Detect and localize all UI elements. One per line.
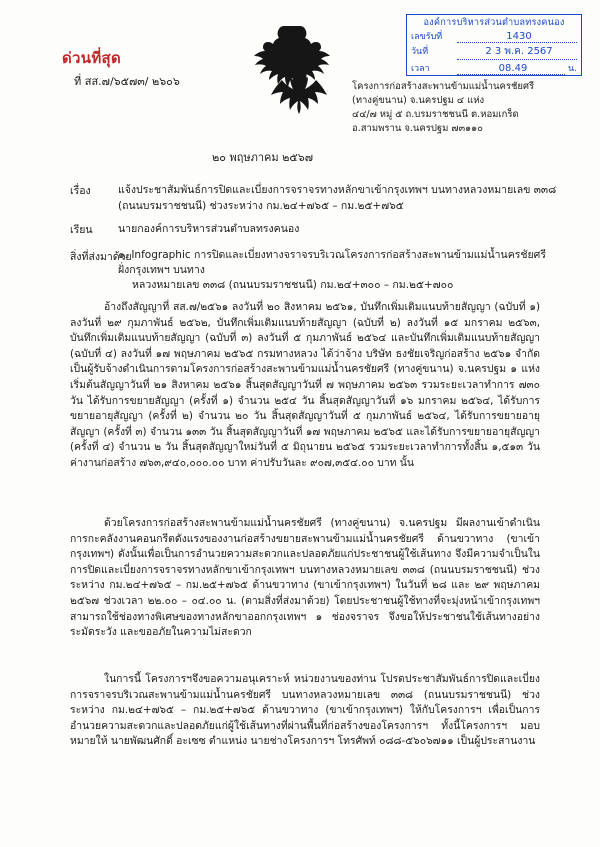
to-label: เรียน xyxy=(70,224,93,236)
paragraph-announcement xyxy=(70,516,540,641)
paragraph-2-text: ด้วยโครงการก่อสร้างสะพานข้ามแม่น้ำนครชัยศรี (ทางคู่ขนาน) จ.นครปฐม มีผลงานเข้าดำเนินการกะคลังงานคอนกรีตดังแรงของงานก่อสร้างขยายสะพานข้ามแม่น้ำนครชัยศรี ด้านขวาทาง (ขาเข้ากรุงเทพฯ) ดังนั้นเพื่อเป็นการอำนวยความสะดวกและปลอดภัยแก่ประชาชนผู้ใช้เส้นทาง จึงมีความจำเป็นในการปิดและเบี่ยงการจราจรทางหลักขาเข้ากรุงเทพฯ บนทางหลวงหมายเลข ๓๓๘ (ถนนบรมราชชนนี) ช่วงระหว่าง กม.๒๔+๗๖๕ – กม.๒๕+๗๖๕ ด้านขวาทาง (ขาเข้ากรุงเทพฯ) ในวันที่ ๒๘ และ ๒๙ พฤษภาคม ๒๕๖๗ ช่วงเวลา ๒๒.๐๐ – ๐๔.๐๐ น. (ตามสิ่งที่ส่งมาด้วย) โดยประชาชนผู้ใช้ทางที่จะมุ่งหน้าเข้ากรุงเทพฯ สามารถใช้ช่องทางพิเศษของทางหลักขาออกกรุงเทพฯ ๑ ช่องจราจร จึงขอให้ประชาชนใช้เส้นทางอย่างระมัดระวัง และขออภัยในความไม่สะดวก xyxy=(70,517,540,639)
attachment-label: สิ่งที่ส่งมาด้วย xyxy=(70,251,132,263)
stamp-reg-value: 1430 xyxy=(457,31,577,43)
stamp-date-label: วันที่ xyxy=(411,47,429,57)
stamp-date-value: 2 3 พ.ค. 2567 xyxy=(457,44,577,60)
paragraph-1-text: อ้างถึงสัญญาที่ สส.๗/๒๕๖๑ ลงวันที่ ๒๐ สิงหาคม ๒๕๖๑, บันทึกเพิ่มเติมแนบท้ายสัญญา (ฉบับที่ ๑) ลงวันที่ ๒๙ กุมภาพันธ์ ๒๕๖๒, บันทึกเพิ่มเติมแนบท้ายสัญญา (ฉบับที่ ๒) ลงวันที่ ๑๕ มกราคม ๒๕๖๓, บันทึกเพิ่มเติมแนบท้ายสัญญา (ฉบับที่ ๓) ลงวันที่ ๕ กุมภาพันธ์ ๒๕๖๔ และบันทึกเพิ่มเติมแนบท้ายสัญญา (ฉบับที่ ๔) ลงวันที่ ๑๗ พฤษภาคม ๒๕๖๕ กรมทางหลวง ได้ว่าจ้าง บริษัท ธงชัยเจริญก่อสร้าง ๒๕๖๑ จำกัด เป็นผู้รับจ้างดำเนินการตามโครงการก่อสร้างสะพานข้ามแม่น้ำนครชัยศรี (ทางคู่ขนาน) จ.นครปฐม ๑ แห่ง เริ่มต้นสัญญาวันที่ ๒๑ สิงหาคม ๒๕๖๑ สิ้นสุดสัญญาวันที่ ๗ พฤษภาคม ๒๕๖๓ รวมระยะเวลาทำการ ๗๓๐ วัน ได้รับการขยายสัญญา (ครั้งที่ ๑) จำนวน ๒๕๔ วัน สิ้นสุดสัญญาวันที่ ๑๖ มกราคม ๒๕๖๔, ได้รับการขยายอายุสัญญา (ครั้งที่ ๒) จำนวน ๒๐ วัน สิ้นสุดสัญญาวันที่ ๕ กุมภาพันธ์ ๒๕๖๔, ได้รับการขยายอายุสัญญา (ครั้งที่ ๓) จำนวน ๑๓๓ วัน สิ้นสุดสัญญาวันที่ ๑๗ พฤษภาคม ๒๕๖๕ และได้รับการขยายอายุสัญญา (ครั้งที่ ๔) จำนวน ๒ วัน สิ้นสุดสัญญาใหม่วันที่ ๕ มิถุนายน ๒๕๖๕ รวมระยะเวลาทำการทั้งสิ้น ๑,๕๑๓ วัน ค่างานก่อสร้าง ๗๖๓,๙๔๐,๐๐๐.๐๐ บาท ค่าปรับวันละ ๙๐๗,๓๕๔.๐๐ บาท นั้น xyxy=(70,301,540,469)
to-value: นายกองค์การบริหารส่วนตำบลทรงคนอง xyxy=(118,223,300,235)
sender-line-1: โครงการก่อสร้างสะพานข้ามแม่น้ำนครชัยศรี xyxy=(352,81,535,92)
stamp-time-label: เวลา xyxy=(411,64,430,74)
stamp-reg-label: เลขรับที่ xyxy=(411,32,443,42)
paragraph-3-text: ในการนี้ โครงการฯจึงขอความอนุเคราะห์ หน่วยงานของท่าน โปรดประชาสัมพันธ์การปิดและเบี่ยงการจราจรบริเวณสะพานข้ามแม่น้ำนครชัยศรี บนทางหลวงหมายเลข ๓๓๘ (ถนนบรมราชชนนี) ช่วงระหว่าง กม.๒๔+๗๖๕ – กม.๒๕+๗๖๕ ด้านขวาทาง (ขาเข้ากรุงเทพฯ) ให้กับโครงการฯ เพื่อเป็นการอำนวยความสะดวกและปลอดภัยแก่ผู้ใช้เส้นทางที่ผ่านพื้นที่ก่อสร้างของโครงการฯ ทั้งนี้โครงการฯ มอบหมายให้ นายพัฒนศักดิ์ อะเซซ ตำแหน่ง นายช่างโครงการฯ โทรศัพท์ ๐๘๘-๕๖๐๖๗๑๑ เป็นผู้ประสานงาน xyxy=(70,673,540,748)
urgency-label: ด่วนที่สุด xyxy=(62,49,122,67)
subject-line-1: แจ้งประชาสัมพันธ์การปิดและเบี่ยงการจราจรทางหลักขาเข้ากรุงเทพฯ บนทางหลวงหมายเลข ๓๓๘ xyxy=(118,184,557,196)
sender-line-2: (ทางคู่ขนาน) จ.นครปฐม ๔ แห่ง xyxy=(352,95,485,106)
subject-text xyxy=(118,182,557,214)
document-number: ที่ สส.๗/๖๕๗๓/ ๒๖๐๖ xyxy=(74,75,180,88)
document-date: ๒๐ พฤษภาคม ๒๕๖๗ xyxy=(212,151,313,164)
attachment-text xyxy=(118,248,558,293)
sender-line-4: อ.สามพราน จ.นครปฐม ๗๓๑๑๐ xyxy=(352,123,483,134)
sender-address xyxy=(352,80,582,136)
paragraph-reference xyxy=(70,300,540,472)
subject-label: เรื่อง xyxy=(70,185,91,197)
sender-line-3: ๔๔/๗ หมู่ ๕ ถ.บรมราชชนนี ต.หอมเกร็ด xyxy=(352,109,519,120)
receipt-stamp xyxy=(406,14,582,76)
attachment-line-1: ๑. Infographic การปิดและเบี่ยงทางจราจรบริเวณโครงการก่อสร้างสะพานข้ามแม่น้ำนครชัยศรี ฝั่งกรุงเทพฯ บนทาง xyxy=(118,249,546,276)
paragraph-request xyxy=(70,672,540,750)
stamp-time-unit: น. xyxy=(567,64,577,74)
attachment-line-2: หลวงหมายเลข ๓๓๘ (ถนนบรมราชชนนี) กม.๒๔+๓๐๐ – กม.๒๕+๗๐๐ xyxy=(132,279,454,291)
stamp-time-value: 08.49 xyxy=(457,63,565,75)
stamp-title: องค์การบริหารส่วนตำบลทรงคนอง xyxy=(423,17,565,28)
garuda-emblem-icon xyxy=(252,22,348,126)
subject-line-2: (ถนนบรมราชชนนี) ช่วงระหว่าง กม.๒๔+๗๖๕ – กม.๒๕+๗๖๕ xyxy=(118,200,404,212)
